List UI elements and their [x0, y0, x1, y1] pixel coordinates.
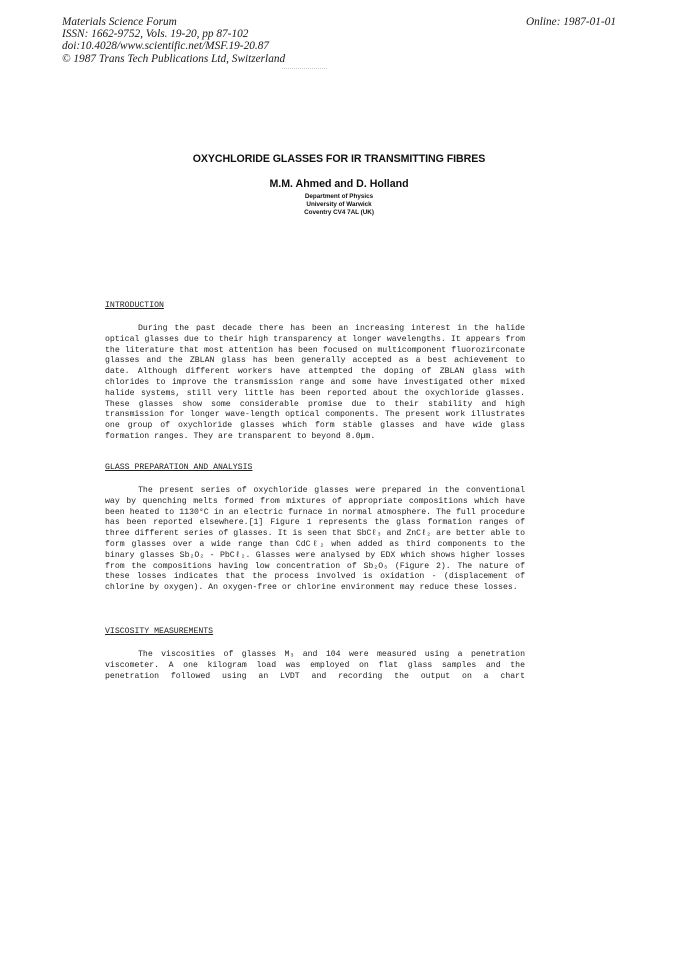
author-affiliation — [0, 193, 678, 217]
paper-authors: M.M. Ahmed and D. Holland — [269, 178, 409, 190]
paper-title: OXYCHLORIDE GLASSES FOR IR TRANSMITTING FIBRES — [192, 153, 486, 165]
paragraph-text: The present series of oxychloride glasses were prepared in the conventional way by quenching melts formed from mixtures of appropriate compositions which have been heated to 1130°C in an electric furnace in normal atmosphere. The full procedure has been reported elsewhere.[1] Figure 1 represents the glass formation ranges of three different series of glasses. It is seen that SbCℓ₃ and ZnCℓ₂ are better able to form glasses over a wide range than CdCℓ₂ when added as third components to the binary glasses Sb₂O₂ - PbCℓ₂. Glasses were analysed by EDX which shows higher losses from the compositions having low concentration of Sb₂O₃ (Figure 2). The nature of these losses indicates that the process involved is oxidation - (displacement of chlorine by oxygen). An oxygen-free or chlorine environment may reduce these losses. — [105, 486, 525, 593]
paragraph-text: The viscosities of glasses M₃ and 104 were measured using a penetration viscometer. A one kilogram load was employed on flat glass samples and the penetration followed using an LVDT and recording the output on a chart — [105, 650, 525, 681]
affiliation-university: University of Warwick — [306, 200, 372, 208]
issn-line: ISSN: 1662-9752, Vols. 19-20, pp 87-102 — [62, 28, 249, 41]
viscosity-paragraph — [105, 650, 525, 682]
copyright-line: © 1987 Trans Tech Publications Ltd, Switzerland — [62, 52, 286, 65]
paragraph-text: During the past decade there has been an increasing interest in the halide optical glasses due to their high transparency at longer wavelengths. It appears from the literature that most attention has been focused on multicomponent fluorozirconate glasses and the ZBLAN glass has been generally accepted as a best achievement to date. Although different workers have attempted the doping of ZBLAN glass with chlorides to improve the transmission range and some have investigated other mixed halide systems, still very little has been reported about the oxychloride glasses. These glasses show some considerable promise due to their stability and high transmission for longer wave-length optical components. The present work illustrates one group of oxychloride glasses which form stable glasses and have wide glass formation ranges. They are transparent to beyond 8.0µm. — [105, 324, 525, 441]
journal-name: Materials Science Forum — [62, 16, 177, 28]
preparation-paragraph — [105, 486, 525, 594]
section-heading-viscosity: VISCOSITY MEASUREMENTS — [105, 627, 214, 636]
affiliation-department: Department of Physics — [304, 193, 374, 200]
online-date: Online: 1987-01-01 — [525, 16, 616, 28]
section-heading-introduction: INTRODUCTION — [105, 301, 164, 310]
publication-header — [62, 16, 285, 65]
section-heading-preparation: GLASS PREPARATION AND ANALYSIS — [105, 463, 253, 472]
introduction-paragraph — [105, 324, 525, 443]
scan-artifact-line — [282, 68, 327, 69]
affiliation-address: Coventry CV4 7AL (UK) — [304, 208, 374, 216]
doi-line[interactable]: doi:10.4028/www.scientific.net/MSF.19-20.87 — [62, 40, 269, 53]
